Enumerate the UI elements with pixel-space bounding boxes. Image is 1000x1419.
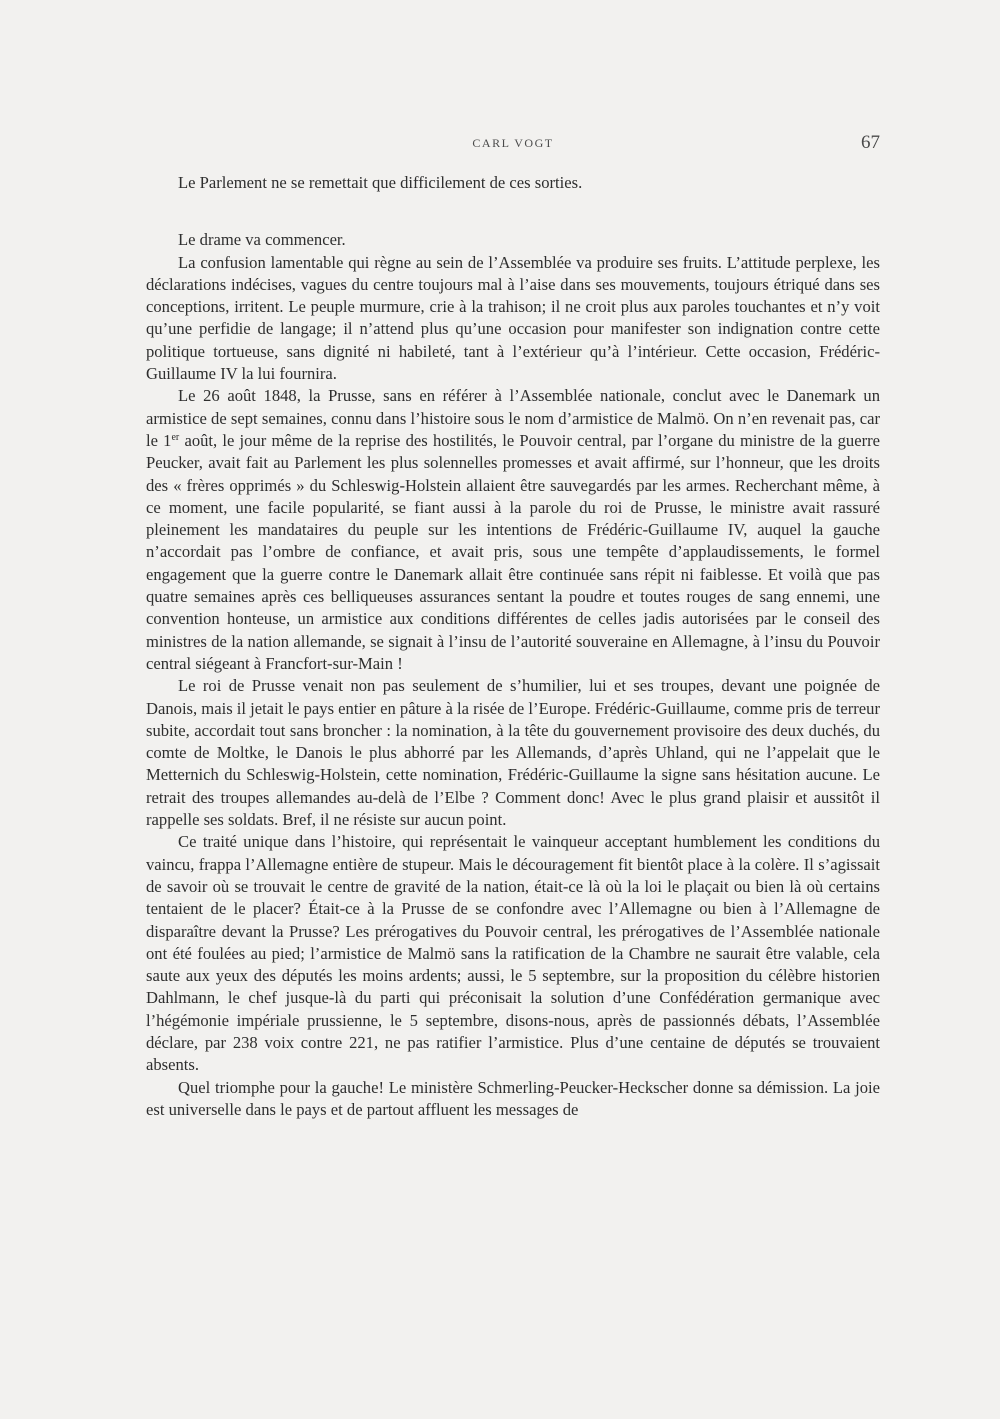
paragraph-text: août, le jour même de la reprise des hostilités, le Pouvoir central, par l’organe du ministre de la guerre Peucker, avait fait au Parlement les plus solennelles promesses et avait affirmé, sur l’honneur, que les droits des « frères opprimés » du Schleswig-Holstein allaient être sauvegardés par les armes. Recherchant même, à ce moment, une facile popularité, se fiant aussi à la parole du roi de Prusse, le ministre avait rassuré pleinement les mandataires du peuple sur les intentions de Frédéric-Guillaume IV, auquel la gauche n’accordait pas l’ombre de confiance, et avait pris, sous une tempête d’applaudissements, le formel engagement que la guerre contre le Danemark allait être continuée sans répit ni faiblesse. Et voilà que pas quatre semaines après ces belliqueuses assurances sentant la poudre et toutes rouges de sang ennemi, une convention honteuse, un armistice aux conditions différentes de celles jadis autorisées par le conseil des ministres de la nation allemande, se signait à l’insu de l’autorité souveraine en Allemagne, à l’insu du Pouvoir central siégeant à Francfort-sur-Main ! [146, 430, 881, 673]
paragraph: La confusion lamentable qui règne au sein de l’Assemblée va produire ses fruits. L’attitude perplexe, les déclarations indécises, vagues du centre toujours mal à l’aise dans ses mouvements, toujours étriqué dans ses conceptions, irritent. Le peuple murmure, crie à la trahison; il ne croit plus aux paroles touchantes et n’y voit qu’une perfidie de langage; il n’attend plus qu’une occasion pour manifester son indignation contre cette politique tortueuse, sans dignité ni habileté, tant à l’extérieur qu’à l’intérieur. Cette occasion, Frédéric-Guillaume IV la lui fournira. [146, 252, 880, 384]
body-text [146, 172, 880, 1121]
paragraph: Ce traité unique dans l’histoire, qui représentait le vainqueur acceptant humblement les conditions du vaincu, frappa l’Allemagne entière de stupeur. Mais le découragement fit bientôt place à la colère. Il s’agissait de savoir où se trouvait le centre de gravité de la nation, était-ce là où la loi le plaçait ou bien là où certains tentaient de le placer? Était-ce à la Prusse de se confondre avec l’Allemagne ou bien à l’Allemagne de disparaître devant la Prusse? Les prérogatives du Pouvoir central, les prérogatives de l’Assemblée nationale ont été foulées au pied; l’armistice de Malmö sans la ratification de la Chambre ne saurait être valable, cela saute aux yeux des députés les moins ardents; aussi, le 5 septembre, sur la proposition du célèbre historien Dahlmann, le chef jusque-là du parti qui préconisait la solution d’une Confédération germanique avec l’hégémonie impériale prussienne, le 5 septembre, disons-nous, après de passionnés débats, l’Assemblée déclare, par 238 voix contre 221, ne pas ratifier l’armistice. Plus d’une centaine de députés se trouvaient absents. [146, 832, 880, 1075]
paragraph: Le Parlement ne se remettait que difficilement de ces sorties. [178, 173, 583, 192]
running-head: CARL VOGT [472, 136, 554, 150]
paragraph [146, 385, 880, 675]
page-header [146, 132, 880, 156]
paragraph: Le roi de Prusse venait non pas seulement de s’humilier, lui et ses troupes, devant une poignée de Danois, mais il jetait le pays entier en pâture à la risée de l’Europe. Frédéric-Guillaume, comme pris de terreur subite, accordait tout sans broncher : la nomination, à la tête du gouvernement provisoire des deux duchés, du comte de Moltke, le Danois le plus abhorré par les Allemands, d’après Uhland, qui ne l’appelait que le Metternich du Schleswig-Holstein, cette nomination, Frédéric-Guillaume la signe sans hésitation aucune. Le retrait des troupes allemandes au-delà de l’Elbe ? Comment donc! Avec le plus grand plaisir et aussitôt il rappelle ses soldats. Bref, il ne résiste sur aucun point. [146, 676, 880, 830]
ordinal-superscript: er [171, 431, 180, 443]
paragraph: Le drame va commencer. [178, 230, 346, 250]
page-number: 67 [861, 132, 880, 153]
paragraph-text: Le 26 août 1848, la Prusse, sans en référer à l’Assemblée nationale, conclut avec le Danemark un armistice de sept semaines, connu dans l’histoire sous le nom d’armistice de Malmö. On n’en revenait pas, car le 1 [146, 386, 880, 450]
paragraph: Quel triomphe pour la gauche! Le ministère Schmerling-Peucker-Heckscher donne sa démission. La joie est universelle dans le pays et de partout affluent les messages de [146, 1077, 880, 1119]
